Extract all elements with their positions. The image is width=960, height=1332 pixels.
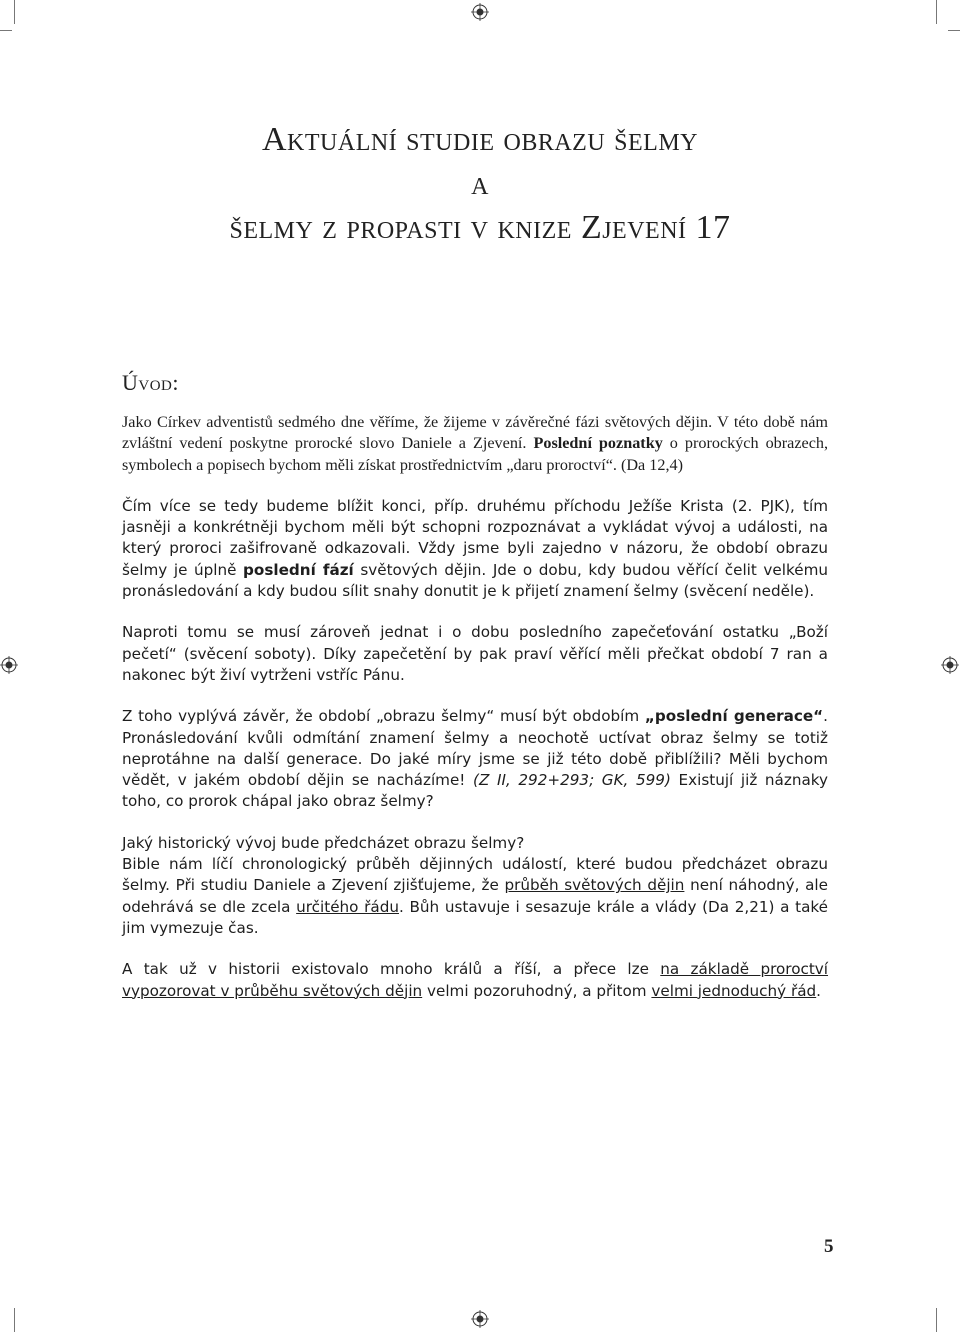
bold-phrase: poslední fází (243, 560, 354, 579)
paragraph-6: A tak už v historii existovalo mnoho králů a říší, a přece lze na základě proroctví vypozorovat v průběhu světových dějin velmi pozoruhodný, a přitom velmi jednoduchý řád. (122, 960, 829, 1000)
title-line-1: Aktuální studie obrazu šelmy (261, 121, 699, 158)
underlined-phrase: určitého řádu (296, 897, 399, 916)
section-heading: Úvod: (122, 370, 179, 395)
paragraph-2: Čím více se tedy budeme blížit konci, příp. druhému příchodu Ježíše Krista (2. PJK), tím jasněji a konkrétněji bychom měli být schopni rozpoznávat a vykládat vývoj a události, na který proroci zašifrovaně odkazovali. Vždy jsme byli zajedno v názoru, že období obrazu šelmy je úplně poslední fází světových dějin. Jde o dobu, kdy budou věřící čelit velkému pronásledování a kdy budou sílit snahy donutit je k přijetí znamení šelmy (svěcení neděle). (122, 496, 829, 601)
registration-mark-icon-top (471, 3, 489, 21)
crop-mark (948, 30, 960, 31)
crop-mark (14, 1308, 15, 1332)
bold-phrase: „poslední generace“ (644, 707, 824, 726)
underlined-phrase: průběh světových dějin (504, 876, 685, 895)
paragraph-5-question: Jaký historický vývoj bude předcházet obrazu šelmy? (122, 833, 525, 852)
paragraph-3: Naproti tomu se musí zároveň jednat i o dobu posledního zapečeťování ostatku „Boží pečetí“ (svěcení soboty). Díky zapečetění by pak praví věřící měli přečkat období 7 ran a nakonec být živí vytrženi vstříc Pánu. (122, 623, 828, 684)
body-text (122, 412, 828, 1002)
crop-mark (936, 0, 937, 24)
registration-mark-icon-bottom (471, 1310, 489, 1328)
paragraph-1: Jako Církev adventistů sedmého dne věříme, že žijeme v závěrečné fázi světových dějin. V této době nám zvláštní vedení poskytne prorocké slovo Daniele a Zjevení. Poslední poznatky o prorockých obrazech, symbolech a popisech bychom měli získat prostřednictvím „daru proroctví“. (Da 12,4) (122, 413, 829, 474)
title-line-2: a (471, 165, 489, 202)
page-number: 5 (824, 1236, 834, 1257)
document-title (0, 118, 960, 250)
paragraph-4: Z toho vyplývá závěr, že období „obrazu šelmy“ musí být obdobím „poslední generace“. Pronásledování kvůli odmítání znamení šelmy a neochotě uctívat obraz šelmy se totiž neprotáhne na další generace. Do jaké míry jsme se již této době přiblížili? Měli bychom vědět, v jakém období dějin se nacházíme! (Z II, 292+293; GK, 599) Existují již náznaky toho, co prorok chápal jako obraz šelmy? (122, 707, 828, 811)
citation: (Z II, 292+293; GK, 599) (473, 771, 671, 790)
crop-mark (0, 30, 12, 31)
underlined-phrase: na základě proroctví vypozorovat v průběhu světových dějin (122, 960, 829, 1000)
bold-phrase: Poslední poznatky (533, 434, 663, 453)
crop-mark (936, 1308, 937, 1332)
title-line-3: šelmy z propasti v knize Zjevení 17 (229, 209, 731, 246)
registration-mark-icon-left (0, 656, 18, 674)
crop-mark (14, 0, 15, 24)
registration-mark-icon-right (941, 656, 959, 674)
underlined-phrase: velmi jednoduchý řád (651, 981, 817, 1000)
paragraph-5: Bible nám líčí chronologický průběh dějinných událostí, které budou předcházet obrazu šelmy. Při studiu Daniele a Zjevení zjišťujeme, že průběh světových dějin není náhodný, ale odehrává se dle zcela určitého řádu. Bůh ustavuje i sesazuje krále a vlády (Da 2,21) a také jim vymezuje čas. (122, 855, 828, 937)
